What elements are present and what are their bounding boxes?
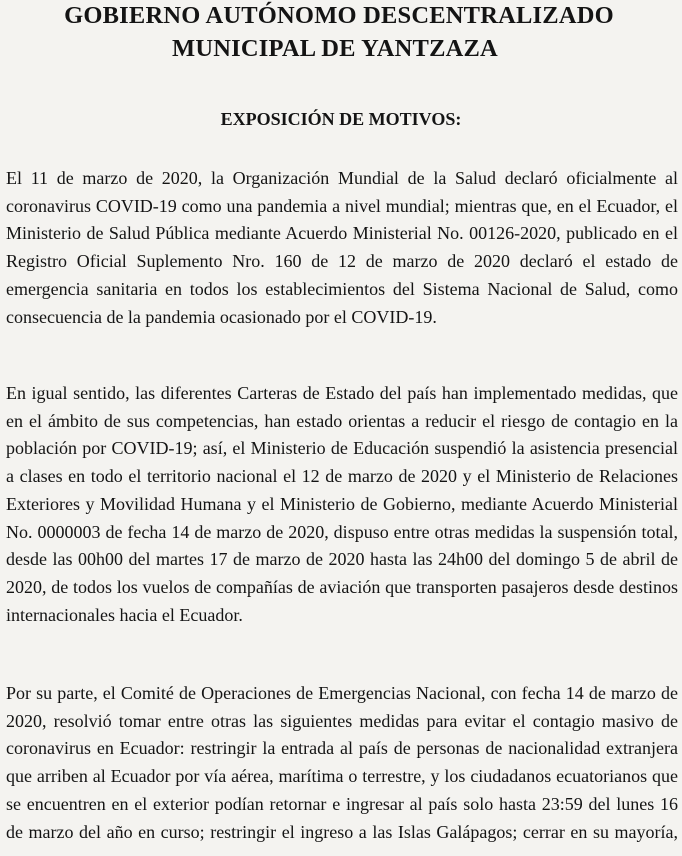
paragraph-line: desde las 00h00 del martes 17 de marzo de 2020 hasta las 24h00 del domingo 5 de abril de xyxy=(6,549,678,570)
paragraph-line: El 11 de marzo de 2020, la Organización Mundial de la Salud declaró oficialmente al xyxy=(6,168,678,188)
paragraph-line: emergencia sanitaria en todos los establecimientos del Sistema Nacional de Salud, como xyxy=(6,278,678,299)
paragraph-line: 2020, resolvió tomar entre otras las siguientes medidas para evitar el contagio masivo de xyxy=(6,710,678,731)
header-line-2: MUNICIPAL DE YANTZAZA xyxy=(172,35,498,62)
paragraph-line: en el ámbito de sus competencias, han estado orientas a reducir el riesgo de contagio en la xyxy=(6,410,678,431)
header-line-1: GOBIERNO AUTÓNOMO DESCENTRALIZADO xyxy=(64,2,614,29)
paragraph-line: Exteriores y Movilidad Humana y el Ministerio de Gobierno, mediante Acuerdo Ministerial xyxy=(6,493,678,514)
paragraph-line: que arriben al Ecuador por vía aérea, marítima o terrestre, y los ciudadanos ecuatorianos que xyxy=(6,766,678,787)
section-title: EXPOSICIÓN DE MOTIVOS: xyxy=(220,109,462,129)
paragraph-line: Por su parte, el Comité de Operaciones de Emergencias Nacional, con fecha 14 de marzo de xyxy=(6,683,678,703)
paragraph-3 xyxy=(6,680,678,846)
paragraph-line: Registro Oficial Suplemento Nro. 160 de 12 de marzo de 2020 declaró el estado de xyxy=(6,251,678,272)
paragraph-line: coronavirus en Ecuador: restringir la entrada al país de personas de nacionalidad extranjera xyxy=(6,738,678,759)
paragraph-line: No. 0000003 de fecha 14 de marzo de 2020, dispuso entre otras medidas la suspensión total, xyxy=(6,521,678,542)
paragraph-line: internacionales hacia el Ecuador. xyxy=(6,604,243,625)
paragraph-line: consecuencia de la pandemia ocasionado por el COVID-19. xyxy=(6,306,437,327)
paragraph-line: Ministerio de Salud Pública mediante Acuerdo Ministerial No. 00126-2020, publicado en el xyxy=(6,223,678,244)
paragraph-line: 2020, de todos los vuelos de compañías de aviación que transporten pasajeros desde destinos xyxy=(6,576,678,597)
paragraph-line: a clases en todo el territorio nacional el 12 de marzo de 2020 y el Ministerio de Relaciones xyxy=(6,466,678,487)
paragraph-line: coronavirus COVID-19 como una pandemia a nivel mundial; mientras que, en el Ecuador, el xyxy=(6,195,678,216)
paragraph-line: población por COVID-19; así, el Ministerio de Educación suspendió la asistencia presencial xyxy=(6,438,678,459)
paragraph-line: En igual sentido, las diferentes Carteras de Estado del país han implementado medidas, que xyxy=(6,383,678,403)
paragraph-line: de marzo del año en curso; restringir el ingreso a las Islas Galápagos; cerrar en su mayoría, xyxy=(6,821,678,842)
paragraph-1 xyxy=(6,165,678,331)
paragraph-2 xyxy=(6,380,678,629)
paragraph-line: se encuentren en el exterior podían retornar e ingresar al país solo hasta 23:59 del lunes 16 xyxy=(6,793,678,814)
